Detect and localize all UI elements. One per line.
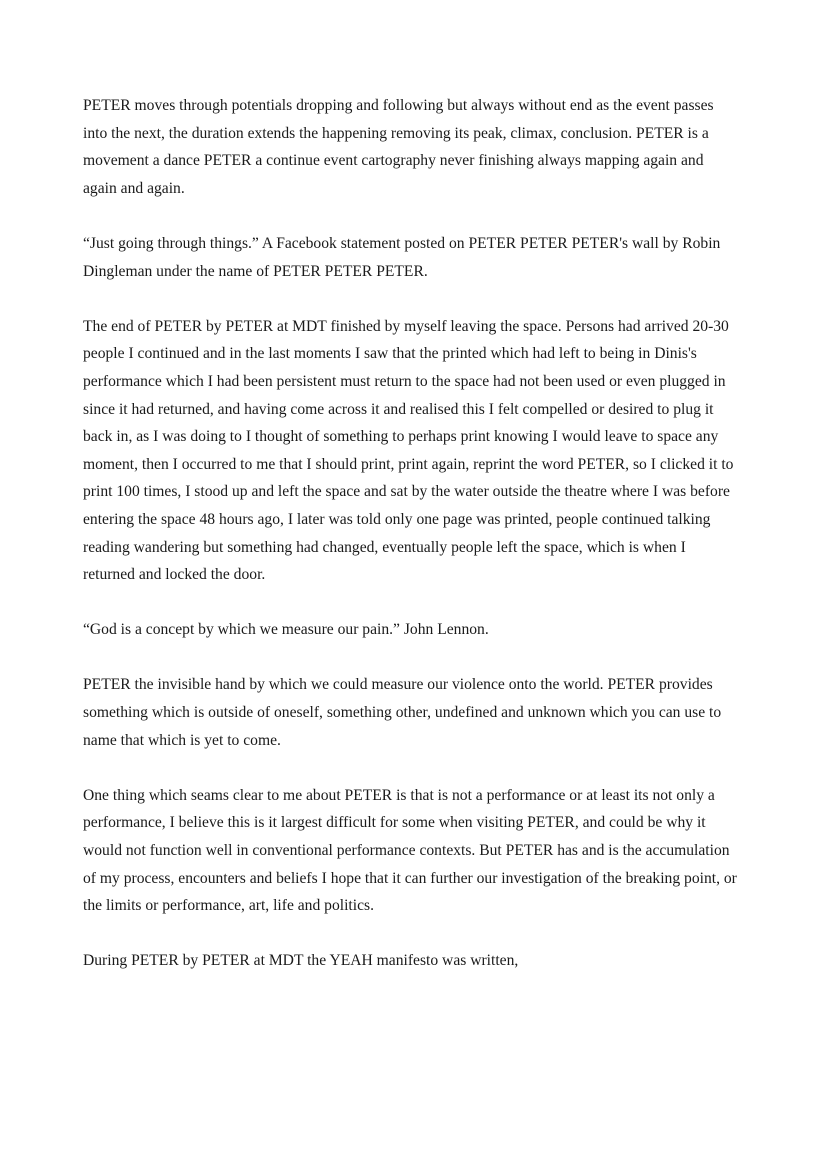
paragraph-lennon-quote: “God is a concept by which we measure our pain.” John Lennon. xyxy=(83,621,489,639)
paragraph-invisible-hand: PETER the invisible hand by which we could measure our violence onto the world. PETER provides something which is outside of oneself, something other, undefined and unknown which you can use to name that which is yet to come. xyxy=(83,676,722,749)
paragraph-peter-moves: PETER moves through potentials dropping and following but always without end as the event passes into the next, the duration extends the happening removing its peak, climax, conclusion. PETER is a movement a dance PETER a continue event cartography never finishing always mapping again and again and again. xyxy=(83,97,714,197)
document-body xyxy=(83,92,738,975)
paragraph-facebook-quote: “Just going through things.” A Facebook statement posted on PETER PETER PETER's wall by Robin Dingleman under the name of PETER PETER PETER. xyxy=(83,234,721,280)
paragraph-end-of-peter: The end of PETER by PETER at MDT finished by myself leaving the space. Persons had arrived 20-30 people I continued and in the last moments I saw that the printed which had left to being in Dinis's performance which I had been persistent must return to the space had not been used or even plugged in since it had returned, and having come across it and realised this I felt compelled or desired to plug it back in, as I was doing to I thought of something to perhaps print knowing I would leave to space any moment, then I occurred to me that I should print, print again, reprint the word PETER, so I clicked it to print 100 times, I stood up and left the space and sat by the water outside the theatre where I was before entering the space 48 hours ago, I later was told only one page was printed, people continued talking reading wandering but something had changed, eventually people left the space, which is when I returned and locked the door. xyxy=(83,317,734,584)
paragraph-not-a-performance: One thing which seams clear to me about PETER is that is not a performance or at least its not only a performance, I believe this is it largest difficult for some when visiting PETER, and could be why it would not function well in conventional performance contexts. But PETER has and is the accumulation of my process, encounters and beliefs I hope that it can further our investigation of the breaking point, or the limits or performance, art, life and politics. xyxy=(83,786,737,915)
paragraph-yeah-manifesto: During PETER by PETER at MDT the YEAH manifesto was written, xyxy=(83,952,519,970)
